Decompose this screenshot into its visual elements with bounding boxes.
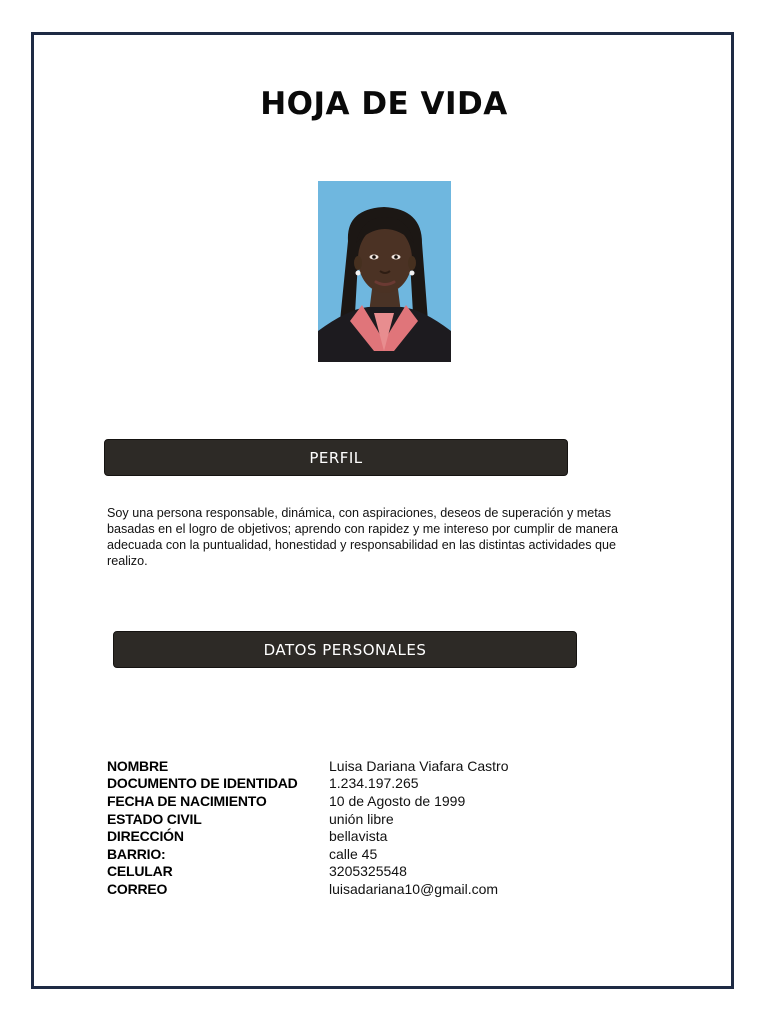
detail-value: 3205325548 <box>329 863 407 880</box>
detail-value: calle 45 <box>329 845 378 862</box>
detail-label: BARRIO: <box>107 845 166 862</box>
detail-label: NOMBRE <box>107 757 169 774</box>
personal-data-list <box>107 757 667 898</box>
detail-label: DIRECCIÓN <box>107 828 184 845</box>
document-title: HOJA DE VIDA <box>260 86 508 122</box>
detail-value: luisadariana10@gmail.com <box>329 880 499 897</box>
detail-row-email <box>107 880 667 898</box>
personal-data-heading: DATOS PERSONALES <box>263 640 427 659</box>
detail-row-neighborhood <box>107 845 667 863</box>
detail-value: 10 de Agosto de 1999 <box>329 792 466 809</box>
detail-label: ESTADO CIVIL <box>107 810 202 827</box>
detail-row-id <box>107 775 667 793</box>
detail-value: 1.234.197.265 <box>329 775 419 792</box>
profile-section-header <box>104 439 568 476</box>
detail-row-civil-status <box>107 810 667 828</box>
detail-row-birthdate <box>107 792 667 810</box>
profile-text: Soy una persona responsable, dinámica, con aspiraciones, deseos de superación y metas basadas en el logro de objetivos; aprendo con rapidez y me intereso por cumplir de manera adecuada con la puntualidad, honestidad y responsabilidad en las distintas actividades que realizo. <box>107 506 619 568</box>
detail-label: FECHA DE NACIMIENTO <box>107 792 267 809</box>
detail-label: CORREO <box>107 880 168 897</box>
detail-label: DOCUMENTO DE IDENTIDAD <box>107 775 298 792</box>
personal-data-section-header <box>113 631 577 668</box>
detail-row-address <box>107 827 667 845</box>
profile-photo <box>318 181 451 362</box>
profile-heading: PERFIL <box>309 448 363 467</box>
detail-row-name <box>107 757 667 775</box>
detail-row-phone <box>107 863 667 881</box>
detail-value: unión libre <box>329 810 394 827</box>
detail-value: bellavista <box>329 828 388 845</box>
detail-label: CELULAR <box>107 863 173 880</box>
detail-value: Luisa Dariana Viafara Castro <box>329 757 509 774</box>
